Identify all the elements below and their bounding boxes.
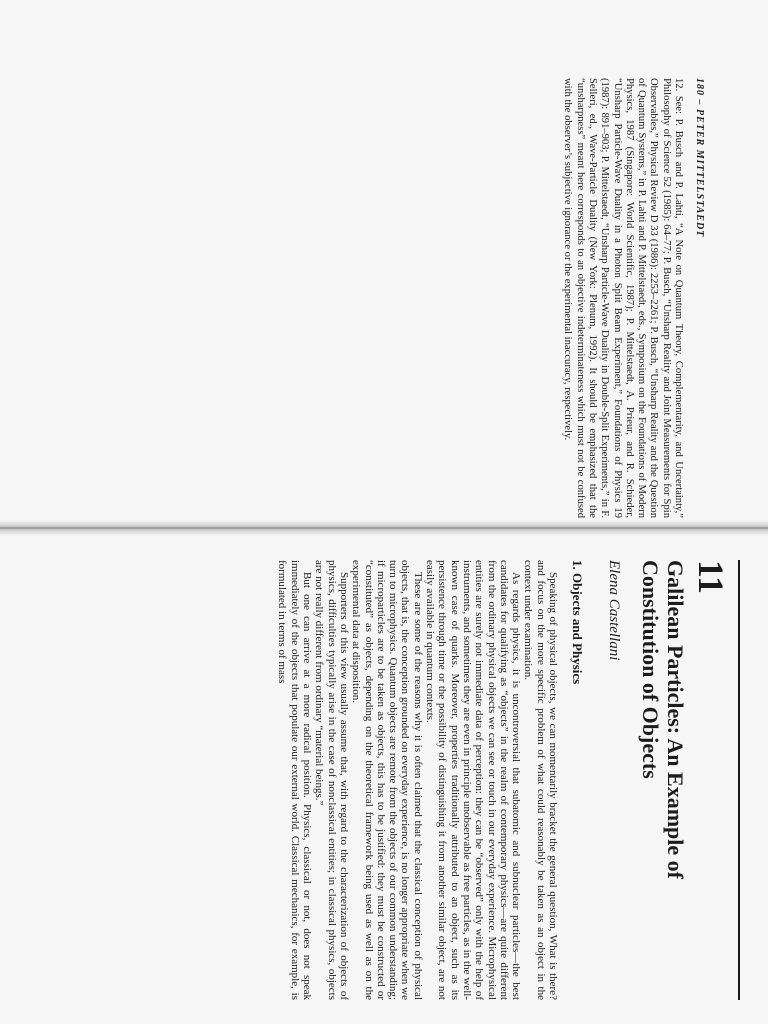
endnote-12: 12. See: P. Busch and P. Lahti, “A Note on Quantum Theory, Complementarity, and Uncertainty,” Philosophy of Science 52 (1985): 64–77; P. Busch, “Unsharp Reality and Joint Measurements for Spin Observables,” Physical Review D 33 (1986): 2253–2261; P. Busch, “Unsharp Reality and the Question of Quantum Systems,” in P. Lahti and P. Mittelstaedt, eds., Symposium on the Foundations of Modern Physics, 1987 (Singapore: World Scientific, 1987); P. Mittelstaedt, A. Prieur, and R. Schieder, “Unsharp Particle-Wave Duality in a Photon Split Beam Experiment,” Foundations of Physics 19 (1987): 891–903; P. Mittelstaedt, “Unsharp Particle-Wave Duality in Double-Split Experiments,” in F. Selleri, ed., Wave-Particle Duality (New York: Plenum, 1992). It should be emphasized that the “unsharpness” meant here corresponds to an objective indeterminateness which must not be confused with the observer’s subjective ignorance or the experimental inaccuracy, respectively.: [562, 78, 684, 518]
book-gutter: [0, 520, 768, 536]
running-head: 180 – PETER MITTELSTAEDT: [694, 78, 705, 238]
chapter-author: Elena Castellani: [606, 560, 622, 661]
left-page: [561, 78, 705, 518]
paragraph: These are some of the reasons why it is often claimed that the classical conception of physical objects, that is, the conception grounded on everyday experience, is no longer appropriate when we turn to microphysics. Quantum objects are remote from the objects of our common understanding; if microparticles are to be taken as objects, this has to be justified: they must be constructed or “constituted” as objects, depending on the theoretical framework being used as well as on the experimental data at disposition.: [350, 560, 424, 1000]
section-heading: 1. Objects and Physics: [570, 560, 585, 685]
paragraph: Supporters of this view usually assume that, with regard to the characterization of objects of physics, difficulties typically arise in the case of nonclassical entities; in classical physics, objects are not really different from ordinary “material beings.”: [313, 560, 350, 1000]
paragraph: Speaking of physical objects, we can momentarily bracket the general question, What is there? and focus on the more specific problem of what could reasonably be taken as an object in the context under examination.: [522, 560, 559, 1000]
chapter-number: 11: [690, 560, 740, 1000]
paragraph: But one can arrive at a more radical position. Physics, classical or not, does not speak immediately of the objects that populate our external world. Classical mechanics, for example, is formulated in terms of mass: [276, 560, 314, 1000]
chapter-title: Galilean Particles: An Example of Constitution of Objects: [638, 560, 688, 879]
right-page: [276, 560, 740, 1000]
paragraph: As regards physics, it is uncontroversial that subatomic and subnuclear particles—the best candidates for qualifying as “objects” in the realm of contemporary physics—are quite different from the ordinary physical objects we can see or touch in our everyday experience. Microphysical entities are surely not immediate data of perception: they can be “observed” only with the help of instruments, and sometimes they are even in principle unobservable as free particles, as in the well-known case of quarks. Moreover, properties traditionally attributed to an object, such as its persistence through time or the possibility of distinguishing it from another similar object, are not easily available in quantum contexts.: [424, 560, 523, 1000]
